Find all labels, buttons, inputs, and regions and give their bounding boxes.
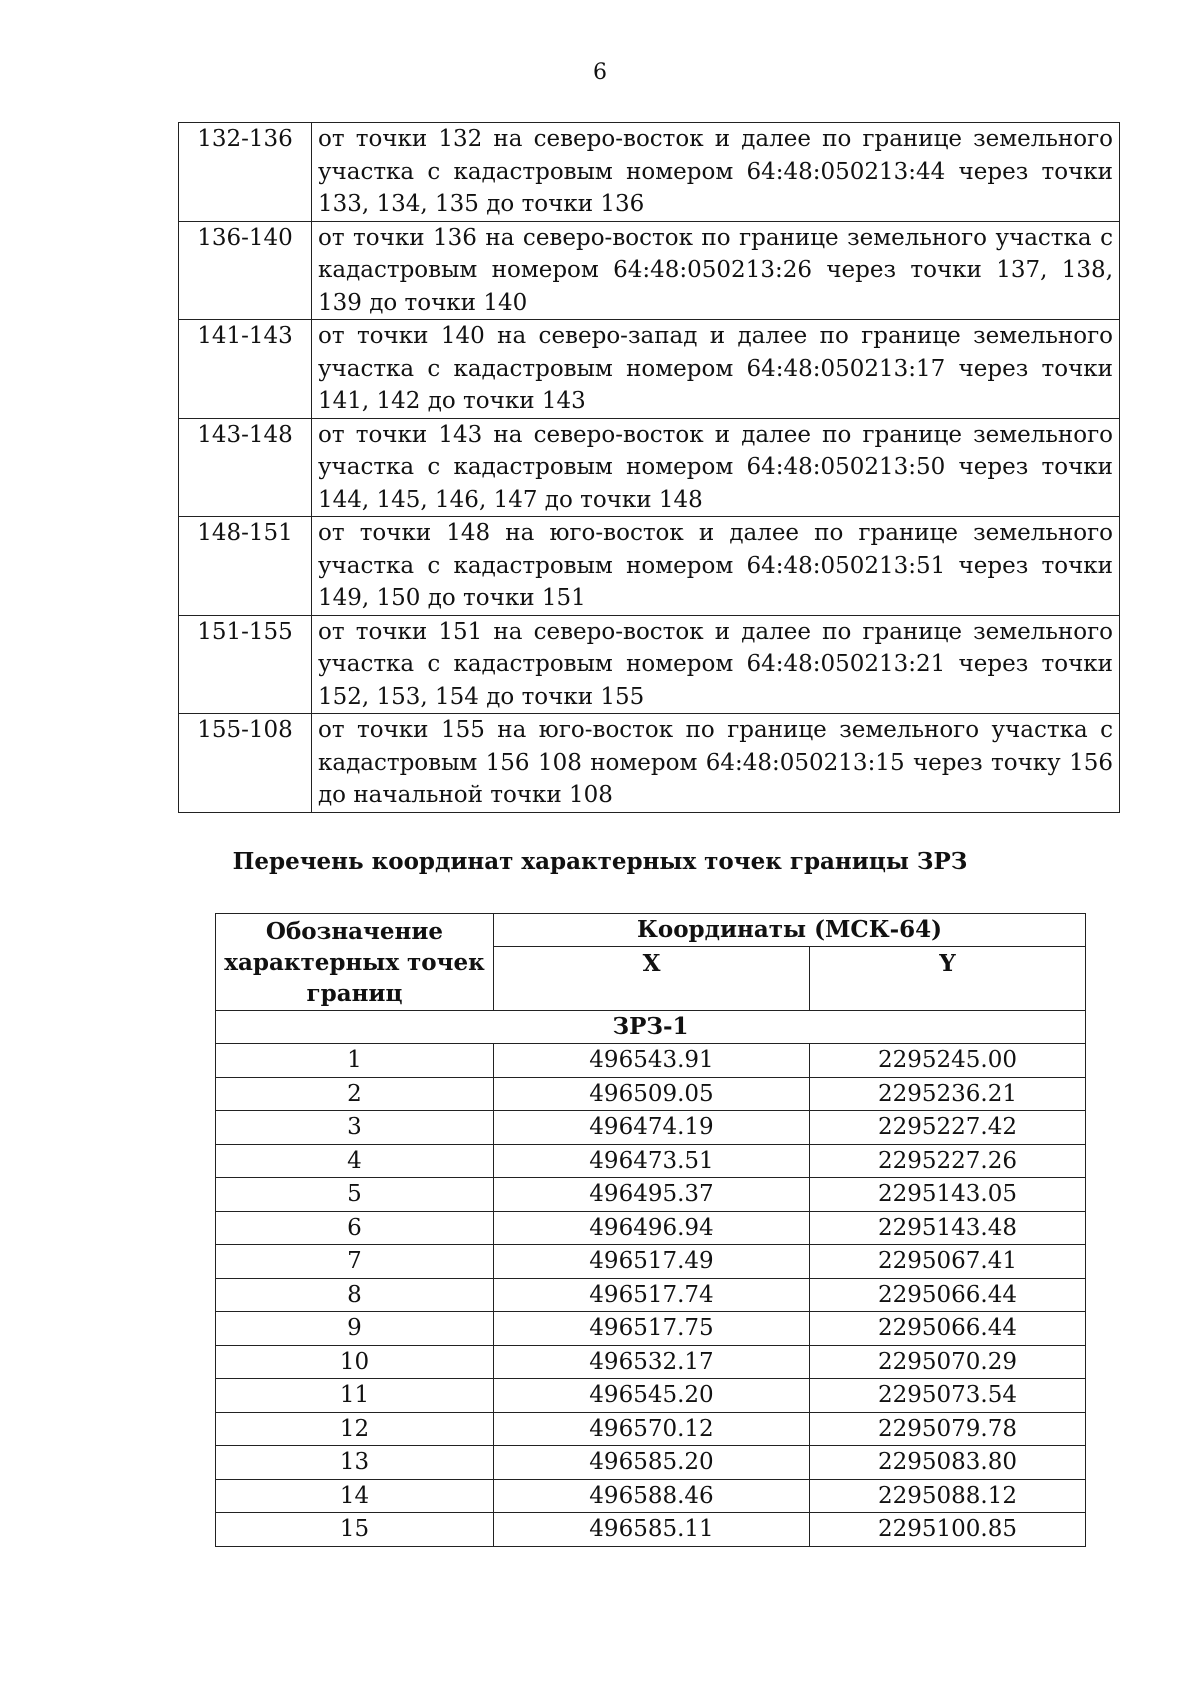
segment-id: 132-136: [179, 123, 312, 222]
x-value: 496473.51: [494, 1144, 810, 1178]
y-value: 2295079.78: [810, 1412, 1086, 1446]
y-value: 2295073.54: [810, 1379, 1086, 1413]
x-value: 496585.11: [494, 1513, 810, 1547]
x-value: 496474.19: [494, 1111, 810, 1145]
point-number: 5: [216, 1178, 494, 1212]
x-value: 496517.75: [494, 1312, 810, 1346]
x-value: 496588.46: [494, 1479, 810, 1513]
segment-row: [179, 320, 1120, 419]
point-number: 8: [216, 1278, 494, 1312]
y-value: 2295227.42: [810, 1111, 1086, 1145]
segment-id: 143-148: [179, 418, 312, 517]
coordinate-row: [216, 1479, 1086, 1513]
point-number: 10: [216, 1345, 494, 1379]
point-number: 14: [216, 1479, 494, 1513]
segment-id: 148-151: [179, 517, 312, 616]
segment-row: [179, 615, 1120, 714]
y-value: 2295143.05: [810, 1178, 1086, 1212]
zone-label: ЗРЗ-1: [216, 1011, 1086, 1044]
coordinate-row: [216, 1178, 1086, 1212]
y-value: 2295236.21: [810, 1077, 1086, 1111]
coordinate-row: [216, 1412, 1086, 1446]
boundary-description-table: [178, 122, 1120, 813]
point-number: 15: [216, 1513, 494, 1547]
segment-description: от точки 132 на северо-восток и далее по границе земельного участка с кадастровым номером 64:48:050213:44 через точки 133, 134, 135 до точки 136: [312, 123, 1120, 222]
segment-description: от точки 148 на юго-восток и далее по границе земельного участка с кадастровым номером 64:48:050213:51 через точки 149, 150 до точки 151: [312, 517, 1120, 616]
segment-description: от точки 143 на северо-восток и далее по границе земельного участка с кадастровым номером 64:48:050213:50 через точки 144, 145, 146, 147 до точки 148: [312, 418, 1120, 517]
coordinates-table: [215, 913, 1086, 1547]
coordinate-row: [216, 1312, 1086, 1346]
x-value: 496585.20: [494, 1446, 810, 1480]
segment-row: [179, 714, 1120, 813]
y-value: 2295066.44: [810, 1312, 1086, 1346]
y-header: Y: [810, 947, 1086, 1011]
coordinate-row: [216, 1077, 1086, 1111]
coordinate-row: [216, 1044, 1086, 1078]
segment-description: от точки 155 на юго-восток по границе земельного участка с кадастровым 156 108 номером 64:48:050213:15 через точку 156 до начальной точки 108: [312, 714, 1120, 813]
x-value: 496545.20: [494, 1379, 810, 1413]
x-value: 496570.12: [494, 1412, 810, 1446]
section-title: Перечень координат характерных точек границы ЗРЗ: [232, 848, 968, 875]
y-value: 2295070.29: [810, 1345, 1086, 1379]
segment-row: [179, 221, 1120, 320]
point-number: 1: [216, 1044, 494, 1078]
y-value: 2295067.41: [810, 1245, 1086, 1279]
coordinates-header: Координаты (МСК-64): [494, 914, 1086, 947]
x-value: 496496.94: [494, 1211, 810, 1245]
x-value: 496517.49: [494, 1245, 810, 1279]
x-value: 496509.05: [494, 1077, 810, 1111]
y-value: 2295083.80: [810, 1446, 1086, 1480]
segment-description: от точки 136 на северо-восток по границе земельного участка с кадастровым номером 64:48:050213:26 через точки 137, 138, 139 до точки 140: [312, 221, 1120, 320]
y-value: 2295066.44: [810, 1278, 1086, 1312]
page-number: 6: [593, 60, 607, 85]
y-value: 2295100.85: [810, 1513, 1086, 1547]
point-number: 6: [216, 1211, 494, 1245]
coordinate-row: [216, 1513, 1086, 1547]
segment-description: от точки 151 на северо-восток и далее по границе земельного участка с кадастровым номером 64:48:050213:21 через точки 152, 153, 154 до точки 155: [312, 615, 1120, 714]
segment-id: 155-108: [179, 714, 312, 813]
y-value: 2295143.48: [810, 1211, 1086, 1245]
point-number: 13: [216, 1446, 494, 1480]
x-value: 496517.74: [494, 1278, 810, 1312]
y-value: 2295088.12: [810, 1479, 1086, 1513]
segment-description: от точки 140 на северо-запад и далее по границе земельного участка с кадастровым номером 64:48:050213:17 через точки 141, 142 до точки 143: [312, 320, 1120, 419]
point-number: 3: [216, 1111, 494, 1145]
point-number: 9: [216, 1312, 494, 1346]
coordinate-row: [216, 1278, 1086, 1312]
coordinate-row: [216, 1245, 1086, 1279]
x-value: 496543.91: [494, 1044, 810, 1078]
points-header: Обозначение характерных точек границ: [216, 914, 494, 1011]
y-value: 2295245.00: [810, 1044, 1086, 1078]
coordinate-row: [216, 1379, 1086, 1413]
coordinate-row: [216, 1111, 1086, 1145]
segment-id: 141-143: [179, 320, 312, 419]
point-number: 4: [216, 1144, 494, 1178]
segment-row: [179, 517, 1120, 616]
point-number: 11: [216, 1379, 494, 1413]
coordinate-row: [216, 1211, 1086, 1245]
segment-row: [179, 123, 1120, 222]
coordinate-row: [216, 1144, 1086, 1178]
x-header: X: [494, 947, 810, 1011]
segment-row: [179, 418, 1120, 517]
point-number: 2: [216, 1077, 494, 1111]
segment-id: 136-140: [179, 221, 312, 320]
point-number: 12: [216, 1412, 494, 1446]
x-value: 496495.37: [494, 1178, 810, 1212]
segment-id: 151-155: [179, 615, 312, 714]
coordinate-row: [216, 1446, 1086, 1480]
coordinate-row: [216, 1345, 1086, 1379]
point-number: 7: [216, 1245, 494, 1279]
y-value: 2295227.26: [810, 1144, 1086, 1178]
x-value: 496532.17: [494, 1345, 810, 1379]
